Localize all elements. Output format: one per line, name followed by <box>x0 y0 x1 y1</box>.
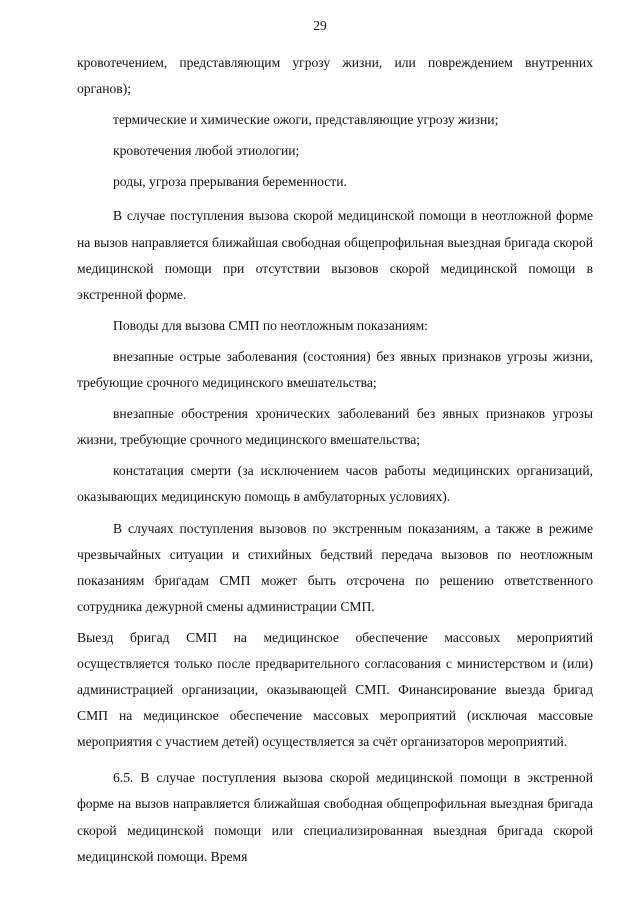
paragraph-12: 6.5. В случае поступления вызова скорой медицинской помощи в экстренной форме на вызов направляется ближайшая свободная общепрофильная выездная бригада скорой медицинской помощи или специализированная выездная бригада скорой медицинской помощи. Время <box>77 770 593 864</box>
paragraph-7: внезапные острые заболевания (состояния) без явных признаков угрозы жизни, требующие срочного медицинского вмешательства; <box>77 348 593 391</box>
paragraph-2: термические и химические ожоги, представляющие угрозу жизни; <box>113 112 499 128</box>
paragraph-8: внезапные обострения хронических заболеваний без явных признаков угрозы жизни, требующие срочного медицинского вмешательства; <box>77 406 593 448</box>
document-body <box>77 50 593 870</box>
paragraph-3: кровотечения любой этиологии; <box>113 143 300 159</box>
paragraph-9: констатация смерти (за исключением часов работы медицинских организаций, оказывающих медицинскую помощь в амбулаторных условиях). <box>77 463 593 505</box>
paragraph-1: кровотечением, представляющим угрозу жизни, или повреждением внутренних органов); <box>77 55 593 97</box>
page-number: 29 <box>313 18 327 33</box>
paragraph-5: В случае поступления вызова скорой медицинской помощи в неотложной форме на вызов направляется ближайшая свободная общепрофильная выездная бригада скорой медицинской помощи при отсутствии вызовов скорой медицинской помощи в экстренной форме. <box>77 208 593 302</box>
paragraph-10: В случаях поступления вызовов по экстренным показаниям, а также в режиме чрезвычайных ситуации и стихийных бедствий передача вызовов по неотложным показаниям бригадам СМП может быть отсрочена по решению ответственного сотрудника дежурной смены администрации СМП. <box>77 520 593 614</box>
paragraph-11: Выезд бригад СМП на медицинское обеспечение массовых мероприятий осуществляется только после предварительного согласования с министерством и (или) администрацией организации, оказывающей СМП. Финансирование выезда бригад СМП на медицинское обеспечение массовых мероприятий (исключая массовые мероприятия с участием детей) осуществляется за счёт организаторов мероприятий. <box>77 629 593 750</box>
paragraph-4: роды, угроза прерывания беременности. <box>113 174 347 190</box>
paragraph-6: Поводы для вызова СМП по неотложным показаниям: <box>113 317 428 333</box>
